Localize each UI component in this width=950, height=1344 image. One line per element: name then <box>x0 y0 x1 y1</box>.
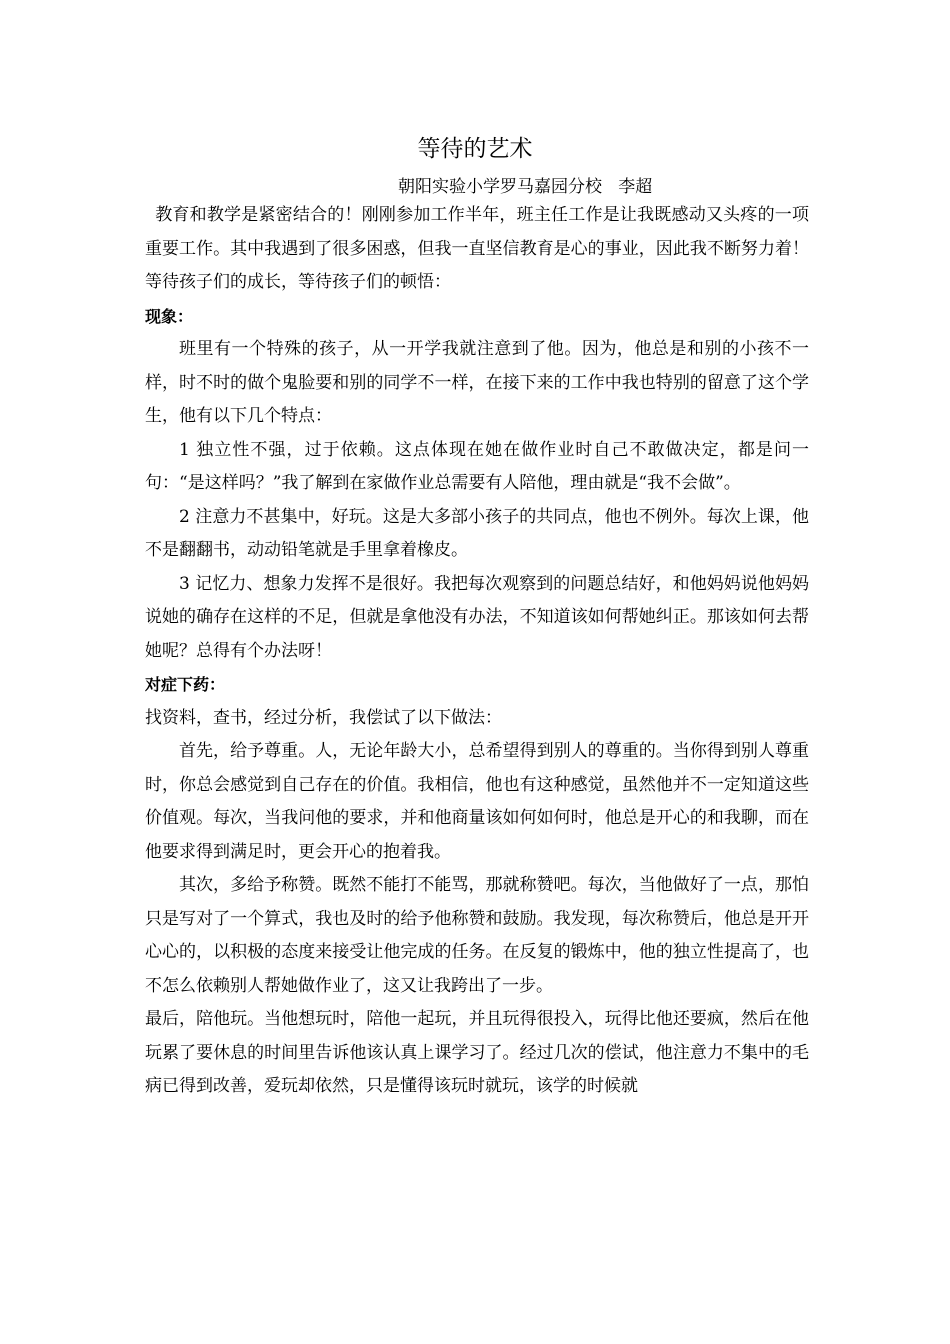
body-paragraph: 班里有一个特殊的孩子，从一开学我就注意到了他。因为，他总是和别的小孩不一样，时不时的做个鬼脸要和别的同学不一样，在接下来的工作中我也特别的留意了这个学生，他有以下几个特点： <box>145 339 809 426</box>
document-body <box>145 199 809 1104</box>
section-heading-remedy: 对症下药： <box>145 675 226 694</box>
section-heading-phenomenon: 现象： <box>145 306 194 326</box>
body-paragraph: 找资料，查书，经过分析，我偿试了以下做法： <box>145 707 502 728</box>
author-line: 朝阳实验小学罗马嘉园分校 李超 <box>398 177 653 197</box>
document-title: 等待的艺术 <box>417 136 533 162</box>
body-paragraph: 首先，给予尊重。人，无论年龄大小，总希望得到别人的尊重的。当你得到别人尊重时，你总会感觉到自己存在的价值。我相信，他也有这种感觉，虽然他并不一定知道这些价值观。每次，当我问他的要求，并和他商量该如何如何时，他总是开心的和我聊，而在他要求得到满足时，更会开心的抱着我。 <box>145 741 809 862</box>
body-paragraph: 最后，陪他玩。当他想玩时，陪他一起玩，并且玩得很投入，玩得比他还要疯，然后在他玩累了要休息的时间里告诉他该认真上课学习了。经过几次的偿试，他注意力不集中的毛病已得到改善，爱玩却依然，只是懂得该玩时就玩，该学的时候就 <box>145 1009 809 1096</box>
intro-paragraph: 教育和教学是紧密结合的！刚刚参加工作半年，班主任工作是让我既感动又头疼的一项重要工作。其中我遇到了很多困惑，但我一直坚信教育是心的事业，因此我不断努力着！等待孩子们的成长，等待孩子们的顿悟： <box>145 205 809 292</box>
list-item-1: 1 独立性不强，过于依赖。这点体现在她在做作业时自己不敢做决定，都是问一句：“是这样吗？”我了解到在家做作业总需要有人陪他，理由就是“我不会做”。 <box>145 439 809 493</box>
list-item-2: 2 注意力不甚集中，好玩。这是大多部小孩子的共同点，他也不例外。每次上课，他不是翻翻书，动动铅笔就是手里拿着橡皮。 <box>145 506 809 560</box>
list-item-3: 3 记忆力、想象力发挥不是很好。我把每次观察到的问题总结好，和他妈妈说他妈妈说她的确存在这样的不足，但就是拿他没有办法，不知道该如何帮她纠正。那该如何去帮她呢？总得有个办法呀！ <box>145 573 809 661</box>
body-paragraph: 其次，多给予称赞。既然不能打不能骂，那就称赞吧。每次，当他做好了一点，那怕只是写对了一个算式，我也及时的给予他称赞和鼓励。我发现，每次称赞后，他总是开开心心的，以积极的态度来接受让他完成的任务。在反复的锻炼中，他的独立性提高了，也不怎么依赖别人帮她做作业了，这又让我跨出了一步。 <box>145 875 809 996</box>
